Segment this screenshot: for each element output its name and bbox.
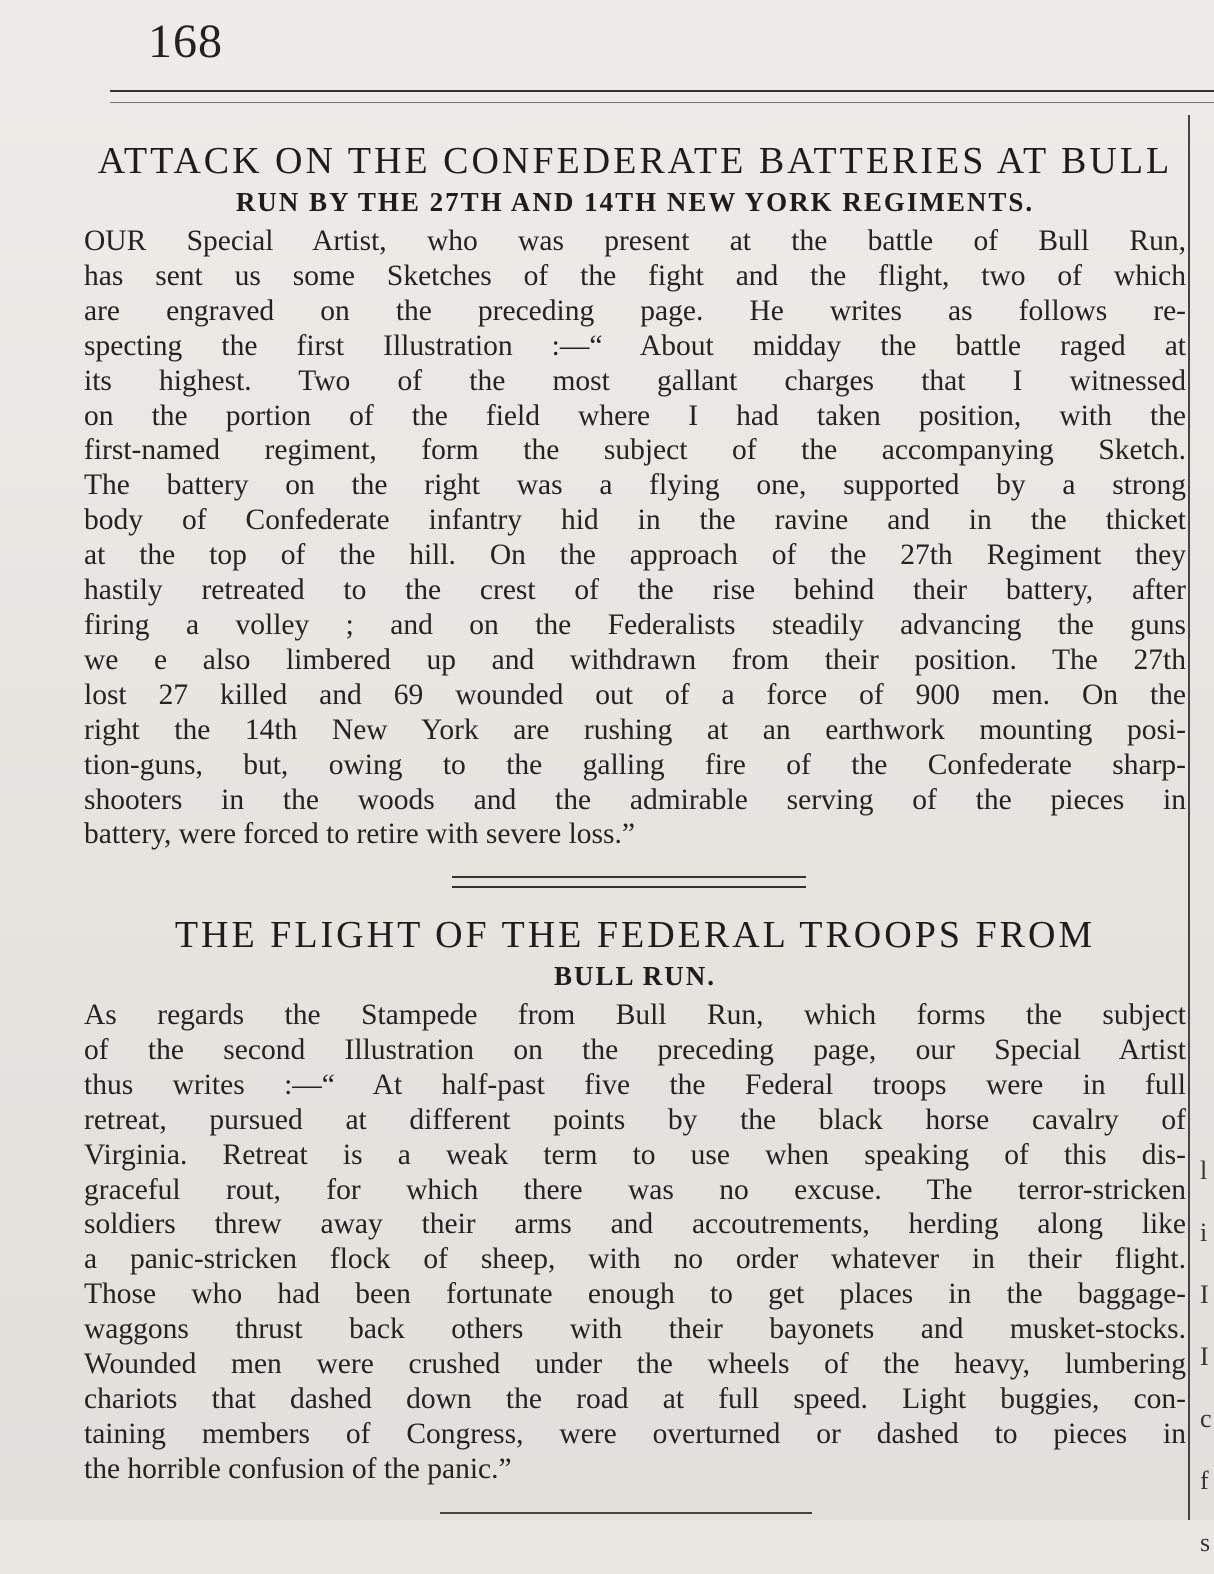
- body-line: body of Confederate infantry hid in the ravine and in the thicket: [84, 504, 1186, 537]
- body-line: taining members of Congress, were overturned or dashed to pieces in: [84, 1417, 1186, 1450]
- article-headline: ATTACK ON THE CONFEDERATE BATTERIES AT BULL: [97, 140, 1173, 182]
- article-subhead: RUN BY THE 27TH AND 14TH NEW YORK REGIMENTS.: [235, 187, 1035, 217]
- body-line: its highest. Two of the most gallant charges that I witnessed: [84, 364, 1186, 397]
- header-rule: [110, 90, 1214, 103]
- body-line: battery, were forced to retire with severe loss.”: [84, 818, 635, 851]
- body-line: OUR Special Artist, who was present at the battle of Bull Run,: [84, 225, 1186, 257]
- column-rule: [1188, 115, 1190, 1520]
- fragment-glyph: I: [1200, 1280, 1209, 1309]
- body-line: hastily retreated to the crest of the rise behind their battery, after: [84, 574, 1186, 607]
- body-line: lost 27 killed and 69 wounded out of a force of 900 men. On the: [84, 678, 1186, 711]
- article-attack-on-batteries: [84, 138, 1186, 852]
- body-line: the horrible confusion of the panic.”: [84, 1452, 512, 1485]
- section-divider: [452, 876, 806, 888]
- body-line: right the 14th New York are rushing at an earthwork mounting posi-: [84, 713, 1186, 746]
- body-line: tion-guns, but, owing to the galling fire of the Confederate sharp-: [84, 748, 1186, 781]
- body-line: soldiers threw away their arms and accoutrements, herding along like: [84, 1208, 1186, 1241]
- body-line: specting the first Illustration :—“ About midday the battle raged at: [84, 329, 1186, 362]
- body-line: at the top of the hill. On the approach of the 27th Regiment they: [84, 539, 1186, 572]
- body-line: are engraved on the preceding page. He writes as follows re-: [84, 294, 1186, 327]
- body-line: first-named regiment, form the subject of the accompanying Sketch.: [84, 434, 1186, 467]
- body-line: Virginia. Retreat is a weak term to use when speaking of this dis-: [84, 1138, 1186, 1171]
- body-line: waggons thrust back others with their bayonets and musket-stocks.: [84, 1313, 1186, 1346]
- body-line: As regards the Stampede from Bull Run, which forms the subject: [84, 999, 1186, 1031]
- fragment-glyph: s: [1200, 1528, 1211, 1557]
- body-line: graceful rout, for which there was no excuse. The terror-stricken: [84, 1173, 1186, 1206]
- fragment-glyph: f: [1200, 1466, 1209, 1495]
- article-body: [84, 224, 1186, 852]
- article-flight-of-federal-troops: [84, 912, 1186, 1487]
- body-line: Wounded men were crushed under the wheels of the heavy, lumbering: [84, 1348, 1186, 1381]
- body-line: on the portion of the field where I had taken position, with the: [84, 399, 1186, 432]
- body-line: a panic-stricken flock of sheep, with no order whatever in their flight.: [84, 1243, 1186, 1276]
- body-line: of the second Illustration on the preceding page, our Special Artist: [84, 1033, 1186, 1066]
- article-body: [84, 998, 1186, 1487]
- body-line: we e also limbered up and withdrawn from their position. The 27th: [84, 643, 1186, 676]
- fragment-glyph: c: [1200, 1404, 1212, 1433]
- fragment-glyph: i: [1200, 1218, 1208, 1247]
- body-line: has sent us some Sketches of the fight and the flight, two of which: [84, 259, 1186, 292]
- body-line: firing a volley ; and on the Federalists steadily advancing the guns: [84, 608, 1186, 641]
- article-headline: THE FLIGHT OF THE FEDERAL TROOPS FROM: [174, 914, 1096, 956]
- fragment-glyph: I: [1200, 1342, 1209, 1371]
- page-number: 168: [148, 15, 223, 68]
- adjacent-column-fragment: [1200, 1140, 1214, 1574]
- article-subhead: BULL RUN.: [553, 961, 717, 991]
- body-line: shooters in the woods and the admirable serving of the pieces in: [84, 783, 1186, 816]
- body-line: The battery on the right was a flying one, supported by a strong: [84, 469, 1186, 502]
- body-line: thus writes :—“ At half-past five the Federal troops were in full: [84, 1068, 1186, 1101]
- body-line: Those who had been fortunate enough to get places in the baggage-: [84, 1278, 1186, 1311]
- body-line: chariots that dashed down the road at full speed. Light buggies, con-: [84, 1382, 1186, 1415]
- fragment-glyph: l: [1200, 1156, 1208, 1185]
- body-line: retreat, pursued at different points by the black horse cavalry of: [84, 1103, 1186, 1136]
- bottom-divider: [440, 1512, 812, 1514]
